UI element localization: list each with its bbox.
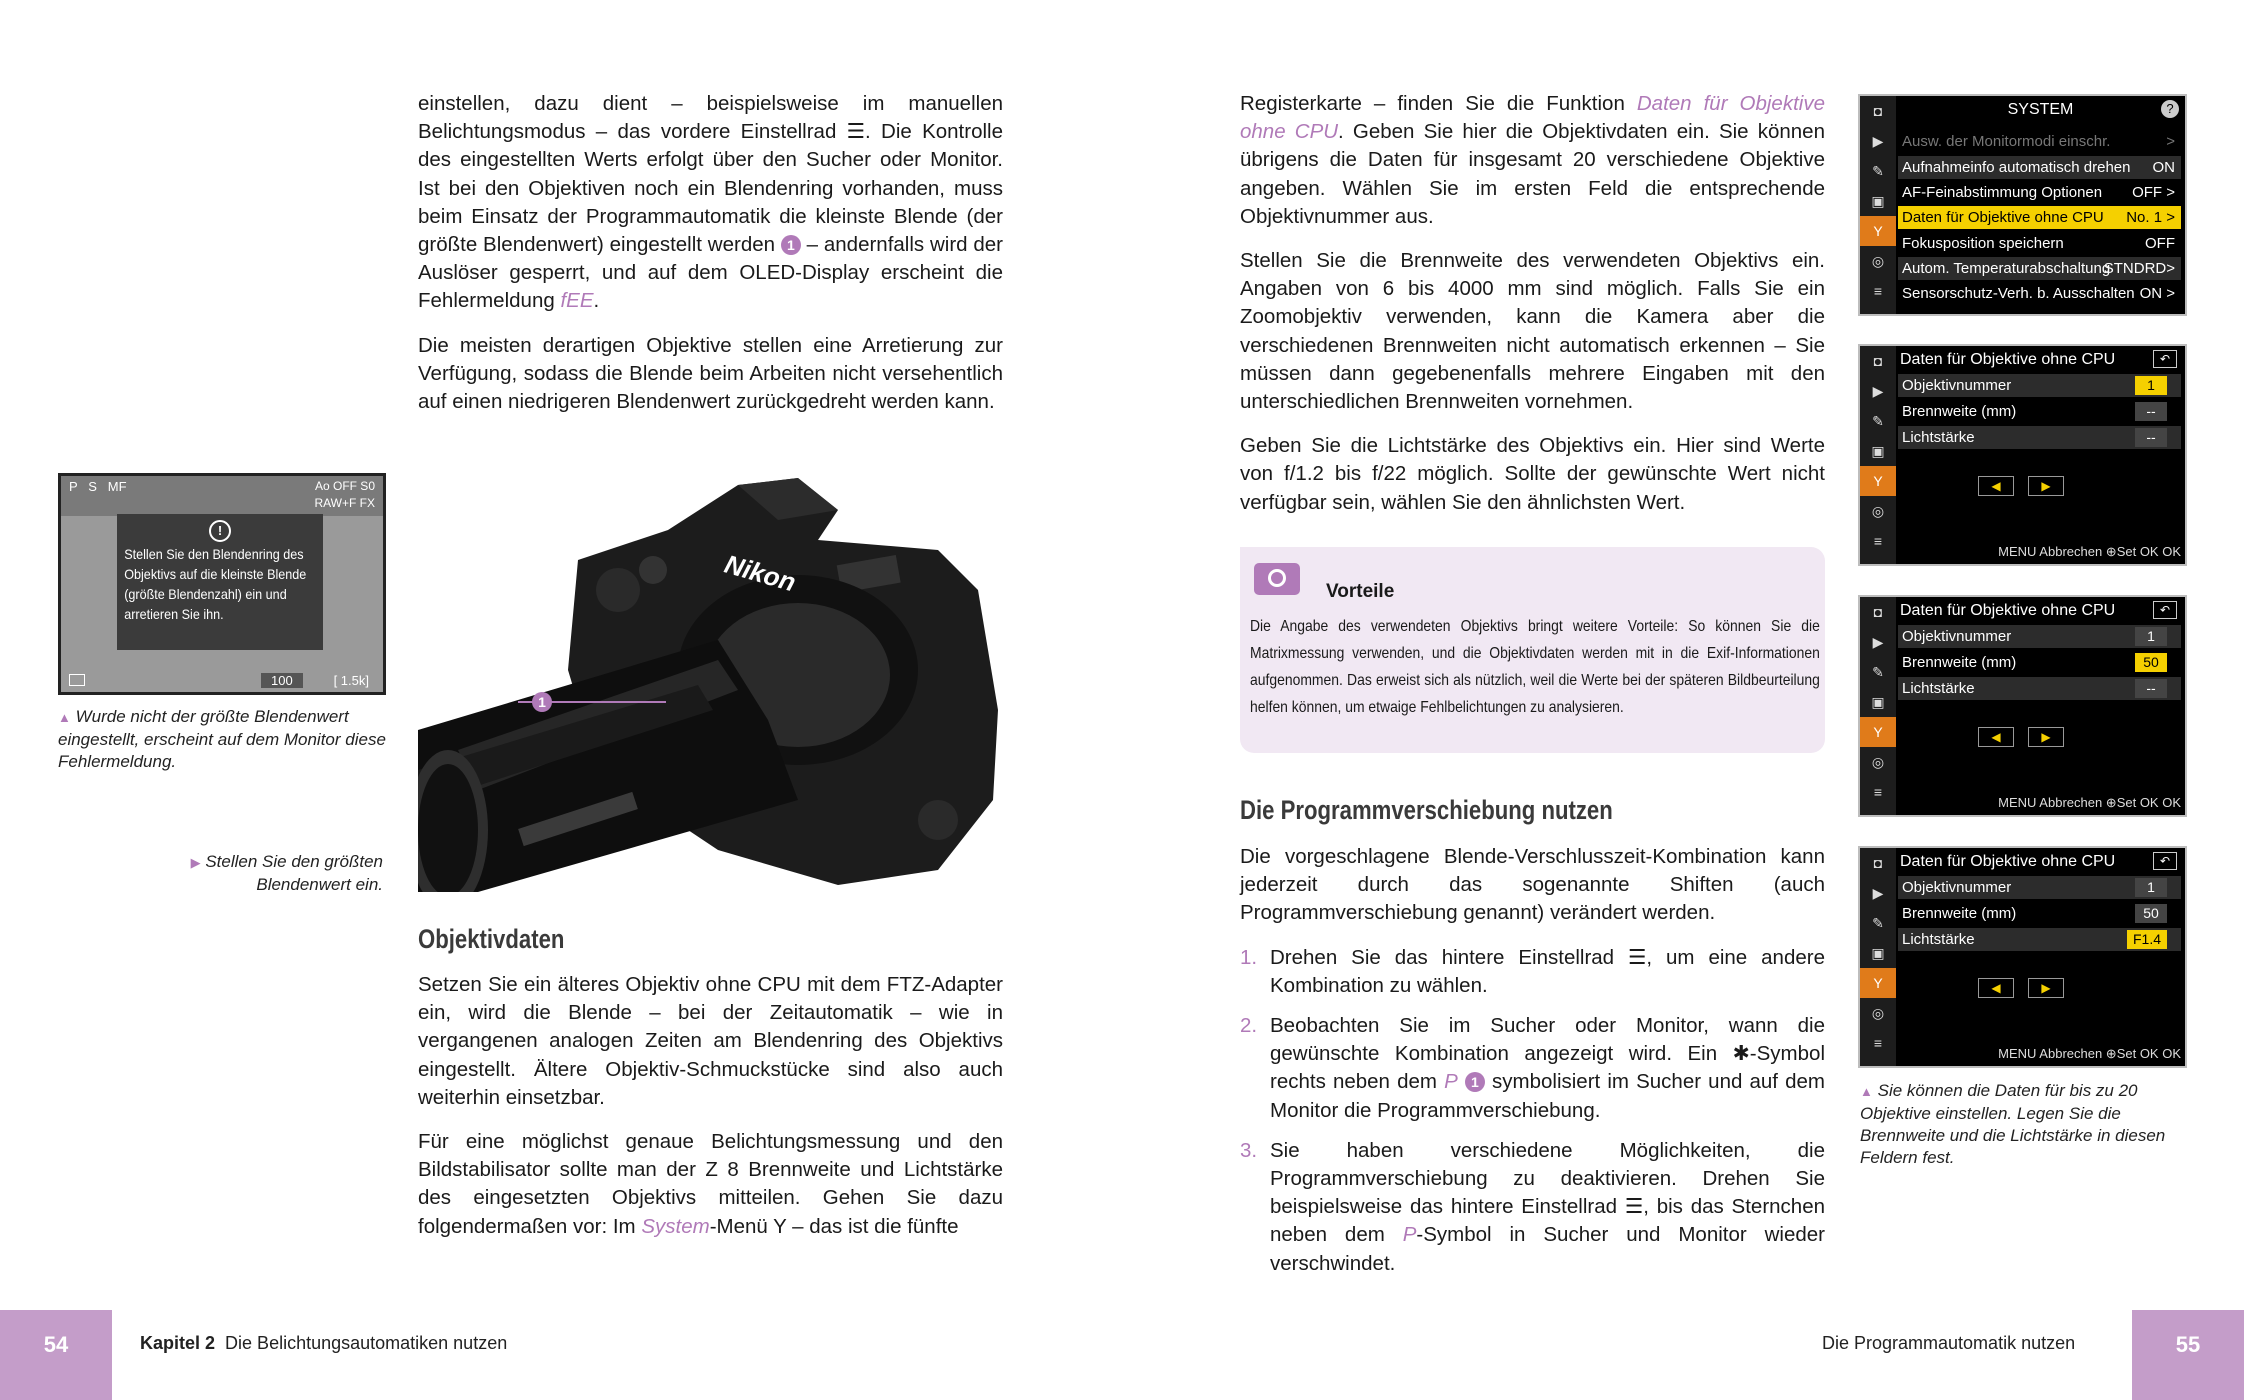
camera-brand-label: Nikon <box>721 548 800 598</box>
tip-text: Die Angabe des verwendeten Objektivs bringt weitere Vorteile: So können Sie die Matrixmessung verwenden, und die Objektivdaten werden mit in die Exif-Informationen aufgenommen. Das erweist sich als nützlich, weil die Werte bei der späteren Bildbeurteilung helfen können, um etwaige Fehlbelichtungen zu analysieren. <box>1250 618 1820 716</box>
field-row[interactable]: Objektivnummer 1 <box>1898 876 2181 899</box>
pencil-tab-icon: ✎ <box>1872 163 1884 179</box>
camera-tab-icon: ◘ <box>1873 353 1883 369</box>
wrench-tab-icon: Y <box>1860 717 1896 747</box>
monitor-top-right: Ao OFF S0 <box>314 479 375 493</box>
camera-photo <box>418 470 1003 892</box>
menu-reference: System <box>641 1214 710 1238</box>
heading-programmverschiebung: Die Programmverschiebung nutzen <box>1240 795 1613 825</box>
wrench-tab-icon: Y <box>1860 466 1896 496</box>
pencil-tab-icon: ✎ <box>1872 915 1884 931</box>
paragraph: Die meisten derartigen Objektive stellen eine Arretierung zur Verfügung, sodass die Blende beim Arbeiten nicht versehentlich auf einen niedrigeren Blendenwert zurückgedreht werden kann. <box>418 333 1003 414</box>
page-number-right: 55 <box>2132 1310 2244 1400</box>
camera-tab-icon: ◘ <box>1873 604 1883 620</box>
wrench-tab-icon: Y <box>1860 968 1896 998</box>
left-arrow-icon[interactable]: ◀ <box>1978 727 2014 747</box>
step-item: 1. Drehen Sie das hintere Einstellrad ☰, um eine andere Kombination zu wählen. <box>1240 945 1825 997</box>
tip-title: Vorteile <box>1326 581 1395 602</box>
menu-tabs <box>1860 96 1896 314</box>
left-text-column-top <box>418 90 1003 432</box>
video-tab-icon: ▶ <box>1872 383 1884 399</box>
right-arrow-icon[interactable]: ▶ <box>2028 476 2064 496</box>
step-item: 2. Beobachten Sie im Sucher oder Monitor, wann die gewünschte Kombination angezeigt wird. Ein ✱-Symbol rechts neben dem P 1 symbolisiert im Sucher und auf dem Monitor die Programmverschiebung. <box>1240 1014 1825 1122</box>
back-icon[interactable]: ↶ <box>2153 350 2177 368</box>
pencil-tab-icon: ✎ <box>1872 413 1884 429</box>
monitor-top-left: P S MF <box>69 479 127 494</box>
left-arrow-icon[interactable]: ◀ <box>1978 476 2014 496</box>
lens-data-screen-1 <box>1858 344 2187 566</box>
error-message: Stellen Sie den Blendenring des Objektivs auf die kleinste Blende (größte Blendenzahl) ein und arretieren Sie ihn. <box>124 546 307 622</box>
screen-title: Daten für Objektive ohne CPU <box>1900 853 2116 870</box>
video-tab-icon: ▶ <box>1872 133 1884 149</box>
caption-monitor: ▲ Wurde nicht der größte Blendenwert eingestellt, erscheint auf dem Monitor diese Fehlermeldung. <box>58 707 386 771</box>
right-text-column <box>1240 90 1825 533</box>
arrow-buttons[interactable] <box>1978 978 2088 998</box>
paragraph: Setzen Sie ein älteres Objektiv ohne CPU mit dem FTZ-Adapter ein, wird die Blende – bei der Zeitautomatik – wie in vergangenen analogen Zeiten am Blendenring des Objektivs eingestellt. Ältere Objektiv-Schmuckstücke sind also auch weiterhin einsetzbar. <box>418 973 1003 1109</box>
paragraph: einstellen, dazu dient – beispielsweise im manuellen Belichtungsmodus – das vordere Einstellrad ☰. Die Kontrolle des eingestellten Werts erfolgt über den Sucher oder Monitor. Ist bei den Objektiven noch ein Blendenring vorhanden, muss beim Einsatz der Programmautomatik die kleinste Blende (der größte Blendenwert) eingestellt werden 1 – andernfalls wird der Auslöser gesperrt, und auf dem OLED-Display erscheint die Fehlermeldung fEE. <box>418 92 1003 313</box>
playback-tab-icon: ▣ <box>1871 443 1885 459</box>
camera-tab-icon: ◘ <box>1873 103 1883 119</box>
right-arrow-icon[interactable]: ▶ <box>2028 727 2064 747</box>
callout-number: 1 <box>781 235 801 255</box>
screen-title: SYSTEM <box>2007 101 2074 118</box>
tip-box <box>1240 547 1825 753</box>
playback-tab-icon: ▣ <box>1871 945 1885 961</box>
screen-footer: MENU Abbrechen ⊕Set OK OK <box>1998 795 2181 810</box>
system-menu-screen <box>1858 94 2187 316</box>
right-text-column-bottom <box>1240 843 1825 1290</box>
shots-remaining: [ 1.5k] <box>333 673 369 688</box>
menu-row[interactable]: Sensorschutz-Verh. b. Ausschalten ON > <box>1902 285 2175 302</box>
arrow-buttons[interactable] <box>1978 727 2088 747</box>
heading-objektivdaten: Objektivdaten <box>418 924 565 954</box>
monitor-screenshot <box>58 473 386 695</box>
list-tab-icon: ≡ <box>1873 1035 1883 1051</box>
intro-paragraph: Die vorgeschlagene Blende-Verschlusszeit-Kombination kann jederzeit durch das sogenannte Shiften (auch Programmverschiebung genannt) verändert werden. <box>1240 845 1825 925</box>
back-icon[interactable]: ↶ <box>2153 601 2177 619</box>
caption-camera: ▶ Stellen Sie den größten Blendenwert ein. <box>190 852 383 894</box>
lens-data-screen-3 <box>1858 846 2187 1068</box>
callout-number: 1 <box>1465 1072 1485 1092</box>
camera-mode-icon <box>69 674 85 686</box>
iso-value: 100 <box>261 673 303 688</box>
video-tab-icon: ▶ <box>1872 885 1884 901</box>
lens-data-screen-2 <box>1858 595 2187 817</box>
paragraph: Stellen Sie die Brennweite des verwendeten Objektivs ein. Angaben von 6 bis 4000 mm sind möglich. Falls Sie ein Zoomobjektiv verwenden, kann die Kamera aber die verschiedenen Brennweiten nicht automatisch erkennen – Sie müssen dann gegebenenfalls mehrere Eingaben mit den unterschiedlichen Brennweiten vornehmen. <box>1240 249 1825 414</box>
camera-icon <box>1254 563 1300 595</box>
paragraph: Registerkarte – finden Sie die Funktion Daten für Objektive ohne CPU. Geben Sie hier die Objektivdaten ein. Sie können übrigens die Daten für insgesamt 20 verschiedene Objektive angeben. Wählen Sie im ersten Feld die entsprechende Objektivnummer aus. <box>1240 92 1825 228</box>
caption-triangle-icon: ▲ <box>58 710 71 725</box>
field-row[interactable]: Lichtstärke -- <box>1898 677 2181 700</box>
arrow-buttons[interactable] <box>1978 476 2088 496</box>
playback-tab-icon: ▣ <box>1871 694 1885 710</box>
left-arrow-icon[interactable]: ◀ <box>1978 978 2014 998</box>
camera-tab-icon: ◘ <box>1873 855 1883 871</box>
list-tab-icon: ≡ <box>1873 533 1883 549</box>
list-tab-icon: ≡ <box>1873 784 1883 800</box>
caption-arrow-icon: ▶ <box>190 855 201 870</box>
menu-row[interactable]: Fokusposition speichern OFF <box>1902 235 2175 252</box>
field-row[interactable]: Objektivnummer 1 <box>1898 374 2181 397</box>
paragraph: Geben Sie die Lichtstärke des Objektivs ein. Hier sind Werte von f/1.2 bis f/22 möglich. Sollte der gewünschte Wert nicht verfügbar sein, wählen Sie den ähnlichsten Wert. <box>1240 434 1825 514</box>
steps-list <box>1240 944 1825 1278</box>
playback-tab-icon: ▣ <box>1871 193 1885 209</box>
function-reference: Daten für Objektive ohne CPU <box>1240 92 1825 144</box>
camera-callout-number: 1 <box>532 692 552 712</box>
page-number-left: 54 <box>0 1310 112 1400</box>
warning-icon: ! <box>209 520 231 542</box>
footer-right: Die Programmautomatik nutzen <box>1822 1333 2076 1353</box>
menu-row[interactable]: Aufnahmeinfo automatisch drehen ON <box>1898 156 2181 179</box>
network-tab-icon: ◎ <box>1871 253 1885 269</box>
field-row[interactable]: Brennweite (mm) 50 <box>1898 902 2181 925</box>
monitor-format: RAW+F FX <box>314 496 375 510</box>
video-tab-icon: ▶ <box>1872 634 1884 650</box>
menu-row-selected[interactable]: Daten für Objektive ohne CPU No. 1 > <box>1898 206 2181 229</box>
screen-footer: MENU Abbrechen ⊕Set OK OK <box>1998 1046 2181 1061</box>
list-tab-icon: ≡ <box>1873 283 1883 299</box>
network-tab-icon: ◎ <box>1871 1005 1885 1021</box>
caption-screens: ▲ Sie können die Daten für bis zu 20 Objektive einstellen. Legen Sie die Brennweite und die Lichtstärke in diesen Feldern fest. <box>1860 1081 2166 1167</box>
screen-title: Daten für Objektive ohne CPU <box>1900 351 2116 368</box>
help-icon: ? <box>2161 100 2179 118</box>
footer-chapter-title: Die Belichtungsautomatiken nutzen <box>225 1333 508 1353</box>
caption-triangle-icon: ▲ <box>1860 1084 1873 1099</box>
back-icon[interactable]: ↶ <box>2153 852 2177 870</box>
network-tab-icon: ◎ <box>1871 503 1885 519</box>
right-arrow-icon[interactable]: ▶ <box>2028 978 2064 998</box>
paragraph: Für eine möglichst genaue Belichtungsmessung und den Bildstabilisator sollte man der Z 8 Brennweite und Lichtstärke des eingesetzten Objektivs mitteilen. Gehen Sie dazu folgendermaßen vor: Im System-Menü Y – das ist die fünfte <box>418 1130 1003 1238</box>
field-row[interactable]: Objektivnummer 1 <box>1898 625 2181 648</box>
footer-chapter: Kapitel 2 <box>140 1333 216 1353</box>
footer-left <box>140 1333 507 1354</box>
error-dialog <box>117 514 323 650</box>
field-row[interactable]: Lichtstärke -- <box>1898 426 2181 449</box>
network-tab-icon: ◎ <box>1871 754 1885 770</box>
left-text-column-bottom <box>418 971 1003 1257</box>
screen-title: Daten für Objektive ohne CPU <box>1900 602 2116 619</box>
step-item: 3. Sie haben verschiedene Möglichkeiten, die Programmverschiebung zu deaktivieren. Drehen Sie beispielsweise das hintere Einstellrad ☰, bis das Sternchen neben dem P-Symbol in Sucher und Monitor wieder verschwindet. <box>1240 1138 1825 1275</box>
error-code: fEE <box>560 289 594 313</box>
menu-row[interactable]: AF-Feinabstimmung Optionen OFF > <box>1902 184 2175 201</box>
field-row[interactable]: Brennweite (mm) -- <box>1898 400 2181 423</box>
screen-footer: MENU Abbrechen ⊕Set OK OK <box>1998 544 2181 559</box>
field-row[interactable]: Lichtstärke F1.4 <box>1898 928 2181 951</box>
menu-row[interactable]: Ausw. der Monitormodi einschr. > <box>1902 133 2175 150</box>
menu-row[interactable]: Autom. Temperaturabschaltung STNDRD> <box>1898 257 2181 280</box>
field-row[interactable]: Brennweite (mm) 50 <box>1898 651 2181 674</box>
camera-illustration <box>418 470 1003 892</box>
wrench-tab-icon: Y <box>1860 216 1896 246</box>
pencil-tab-icon: ✎ <box>1872 664 1884 680</box>
